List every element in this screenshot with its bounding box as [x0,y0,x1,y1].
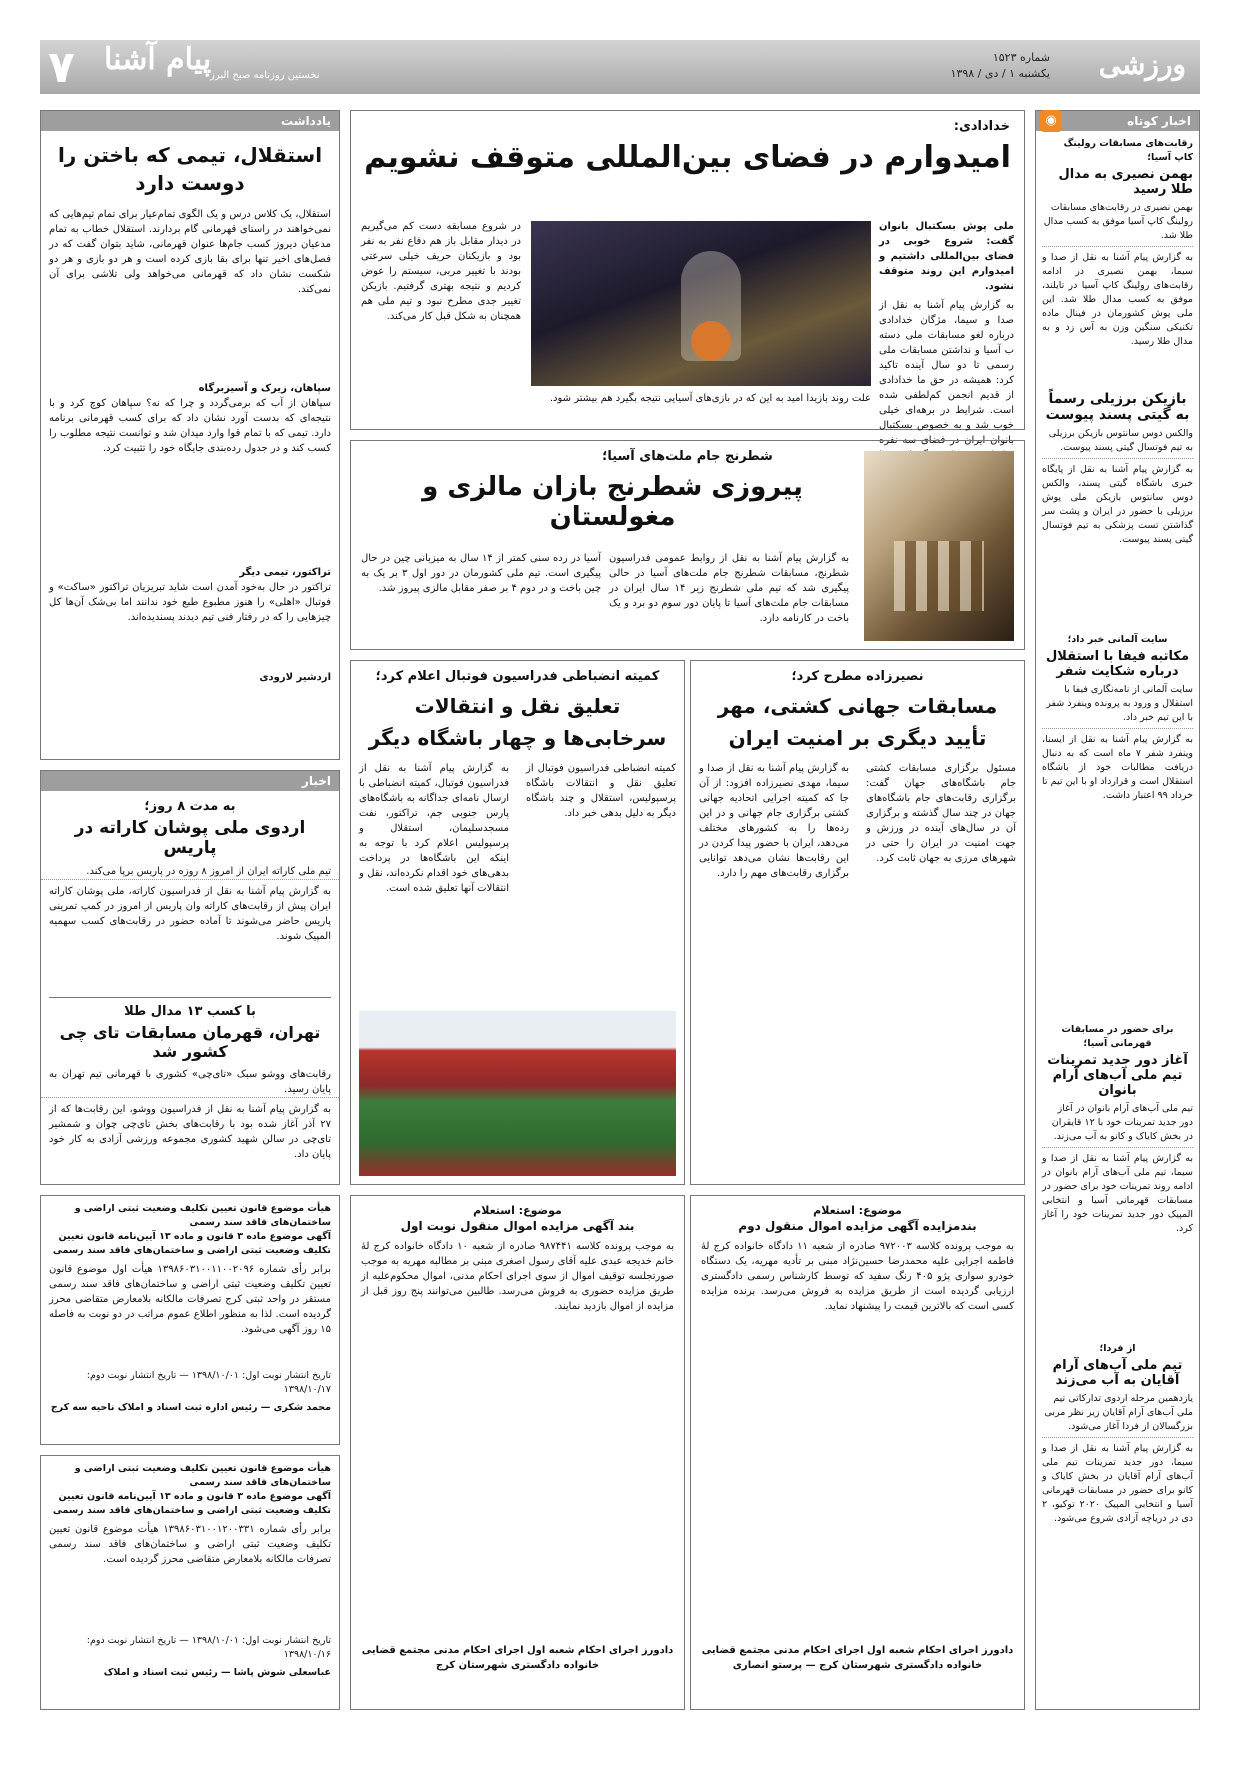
chess-photo [864,451,1014,641]
news-column [40,770,340,1185]
photo-caption: علت روند بازیدا امید به این که در بازی‌های آسیایی نتیجه بگیرد هم بیشتر شود. [549,393,871,404]
n4-lead: تیم ملی آب‌های آرام بانوان در آغاز دور جدید تمرینات خود با ۱۲ قایقران در بخش کایاک و کانو به آب می‌زند. [1042,1102,1193,1148]
news2-body: به گزارش پیام آشنا به نقل از فدراسیون ووشو، این رقابت‌ها که از ۲۷ آذر آغاز شده بود با رقابت‌های بخش تای‌چی چوان و شمشیر تای‌چی در سالن شهید کشوری مجموعه ورزشی آزادی به کار خود پایان داد. [49,1104,331,1160]
news1-lead: تیم ملی کاراته ایران از امروز ۸ روزه در پاریس برپا می‌کند. [41,864,339,880]
news1-body: به گزارش پیام آشنا به نقل از فدراسیون کاراته، ملی پوشان کاراته ایران پیش از رقابت‌های کاراته وان پاریس از امروز در کمپ تمرینی پاریس حاضر می‌شوند تا آماده حضور در رقابت‌های کسب سهمیه المپیک شوند. [49,886,331,942]
wrestling-kicker: نصیرزاده مطرح کرد؛ [791,669,924,684]
newspaper-tagline: نخستین روزنامه صبح البرز [210,70,320,81]
registry-ad-2 [40,1455,340,1710]
news-header-label: اخبار [301,774,331,788]
n4-title: آغاز دور جدید تمرینات تیم ملی آب‌های آرام بانوان [1047,1053,1188,1098]
news2-lead: رقابت‌های ووشو سبک «تای‌چی» کشوری با قهرمانی تیم تهران به پایان رسید. [41,1067,339,1098]
a2-subtitle: آگهی موضوع ماده ۳ قانون و ماده ۱۳ آیین‌نامه قانون تعیین تکلیف وضعیت ثبتی اراضی و ساختمان‌های فاقد سند رسمی [52,1491,331,1516]
rss-icon[interactable]: ◉ [1040,110,1062,132]
chess-body-2: آسیا در رده سنی کمتر از ۱۴ سال به میزبانی چین در حال پیگیری است. تیم ملی کشورمان در دور اول ۳ بر یک به چین باخت و در دوم ۴ بر صفر مقابل مالزی پیروز شد. [361,553,602,594]
football-title: تعلیق نقل و انتقالات سرخابی‌ها و چهار باشگاه دیگر [368,694,667,750]
n1-title: بهمن نصیری به مدال طلا رسید [1058,167,1193,197]
c-sign: دادورز اجرای احکام شعبه اول اجرای احکام مدنی مجتمع قضایی خانواده دادگستری شهرستان کرج — پرستو انصاری [701,1645,1014,1671]
n4-kicker: برای حضور در مسابقات قهرمانی آسیا؛ [1061,1024,1174,1049]
n3-lead: سایت آلمانی از نامه‌نگاری فیفا با استقلال و ورود به پرونده وینفرد شفر با این تیم خبر داد. [1042,683,1193,729]
a2-body: برابر رأی شماره ۱۳۹۸۶۰۳۱۰۰۱۲۰۰۳۳۱ هیأت موضوع قانون تعیین تکلیف وضعیت ثبتی اراضی و ساختمان‌های فاقد سند رسمی تصرفات مالکانه بلامعارض متقاضی محرز گردیده است. [49,1524,331,1565]
n1-lead: بهمن نصیری در رقابت‌های مسابقات رولینگ کاپ آسیا موفق به کسب مدال طلا شد. [1042,201,1193,247]
c-body: به موجب پرونده کلاسه ۹۷۲۰۰۳ صادره از شعبه ۱۱ دادگاه خانواده کرج لهٔ فاطمه اجرایی علیه محمدرضا حسین‌نژاد مبنی بر تأدیه مهریه، یک دستگاه خودرو سواری پژو ۴۰۵ رنگ سفید که توسط کارشناس رسمی دادگستری ارزیابی گردیده است از طریق مزایده به فروش می‌رسد. برنده مزایده کسی است که بالاترین قیمت را پیشنهاد نماید. [701,1241,1014,1312]
main-body-col2: در شروع مسابقه دست کم می‌گیریم در دیدار مقابل باز هم دفاع نفر به نفر بود و بازیکنان حریف خیلی سرعتی بودند با تغییر مربی، سیستم را عوض کردیم و نتیجه بهتری گرفتیم. بازیکن تغییر جدی مطرح نبود و تیم ملی هم همچنان به شکل قبل کار می‌کند. [361,221,521,322]
chess-story [350,440,1025,650]
short-news-column [1035,110,1200,1710]
b-kicker: موضوع: استعلام [473,1204,562,1217]
note-para3: تراکتور در حال به‌خود آمدن است شاید تبریزیان تراکتور «ساکت» و فوتبال «اهلی» را هنوز مطبوع طبع خود ندانند اما بی‌شک آن‌ها کل چیزهایی را که در رفتار فنی تیم دیدند پسندیده‌اند. [49,582,331,623]
b-title: بند آگهی مزایده اموال منقول نوبت اول [400,1219,635,1233]
n5-lead: یازدهمین مرحله اردوی تدارکاتی تیم ملی آب‌های آرام آقایان زیر نظر مربی بزرگسالان از فردا آغاز می‌شود. [1042,1392,1193,1438]
wrestling-body: مسئول برگزاری مسابقات کشتی جام باشگاه‌های جهان گفت: برگزاری رقابت‌های جام باشگاه‌های جهان در چند سال گذشته و برگزاری آن در سال‌های آینده در ورزش و جهت امنیت در ایران را حتی در شهرهای مرزی به جهان ثابت کرد. [866,763,1016,864]
a2-sign: عباسعلی شوش پاشا — رئیس ثبت اسناد و املاک [103,1667,331,1678]
n3-body: به گزارش پیام آشنا به نقل از ایسنا، وینفرد شفر ۷ ماه است که به دنبال دریافت مطالبات خود از باشگاه استقلال است و قرارداد او با این تیم تا خرداد ۹۹ اعتبار داشت. [1042,734,1193,801]
a1-body: برابر رأی شماره ۱۳۹۸۶۰۳۱۰۰۱۱۰۰۲۰۹۶ هیأت اول موضوع قانون تعیین تکلیف وضعیت ثبتی اراضی و ساختمان‌های فاقد سند رسمی مستقر در واحد ثبتی کرج تصرفات مالکانه بلامعارض متقاضی محرز گردیده است. لذا به منظور اطلاع عموم مراتب در دو نوبت به فاصله ۱۵ روز آگهی می‌شود. [49,1264,331,1335]
n4-body: به گزارش پیام آشنا به نقل از صدا و سیما، تیم ملی آب‌های آرام بانوان در ادامه روند تمرینات خود برای حضور در مسابقات قهرمانی آسیا و انتخابی المپیک دور جدید تمرینات خود را آغاز کرد. [1042,1153,1193,1234]
n2-lead: والکس دوس سانتوس بازیکن برزیلی به تیم فوتسال گیتی پسند پیوست. [1042,427,1193,459]
wrestling-story [690,660,1025,1185]
chess-body: به گزارش پیام آشنا به نقل از روابط عمومی فدراسیون شطرنج، مسابقات شطرنج جام ملت‌های آسیا در حالی پیگیری شد که تیم ملی شطرنج زیر ۱۴ سال ایران در مسابقات جام ملت‌های آسیا تا پایان دور سوم دو برد و یک باخت در کارنامه دارد. [609,553,849,624]
chess-kicker: شطرنج جام ملت‌های آسیا؛ [602,449,773,464]
news1-title: اردوی ملی پوشان کاراته در پاریس [74,818,306,858]
a1-dates: تاریخ انتشار نوبت اول: ۱۳۹۸/۱۰/۰۱ — تاریخ انتشار نوبت دوم: ۱۳۹۸/۱۰/۱۷ [86,1370,331,1395]
issue-number: شماره ۱۵۲۳ [992,51,1050,64]
n3-title: مکاتبه فیفا با استقلال درباره شکایت شفر [1045,649,1189,679]
b-sign: دادورز اجرای احکام شعبه اول اجرای احکام مدنی مجتمع قضایی خانواده دادگستری شهرستان کرج [361,1645,674,1671]
main-body: به گزارش پیام آشنا به نقل از صدا و سیما، مژگان خدادادی درباره لغو مسابقات ملی دسته ب آسیا و نداشتن مسابقات ملی رسمی تا دو سال آینده تاکید کرد: همیشه در حق ما خدادادی از قدیم انجمن کم‌لطفی شده است. شرایط در برهه‌ای خیلی خوب شد و به خصوص بسکتبال بانوان ایران در فضای سه نفره [879,300,1014,446]
note-header [41,111,339,131]
stadium-photo [359,1011,676,1176]
n5-kicker: از فردا؛ [1099,1343,1136,1354]
n1-kicker: رقابت‌های مسابقات رولینگ کاپ آسیا؛ [1063,138,1193,163]
football-kicker: کمیته انضباطی فدراسیون فوتبال اعلام کرد؛ [375,669,660,684]
n1-body: به گزارش پیام آشنا به نقل از صدا و سیما، بهمن نصیری در ادامه رقابت‌های رولینگ کاپ آسیا در تایلند، موفق به کسب مدال طلا شد. این ملی پوش کشورمان در فینال ماده تکنیکی سنگین وزن به آس زد و به مدال طلا رسید. [1042,252,1193,347]
note-author: اردشیر لارودی [259,672,331,683]
football-body: کمیته انضباطی فدراسیون فوتبال از تعلیق نقل و انتقالات باشگاه پرسپولیس، استقلال و چند باشگاه دیگر به دلیل بدهی خبر داد. [526,763,676,819]
issue-info [951,50,1050,82]
n2-title: بازیکن برزیلی رسماً به گیتی پسند پیوست [1045,391,1190,423]
football-story [350,660,685,1185]
football-body-2: به گزارش پیام آشنا به نقل از فدراسیون فوتبال، کمیته انضباطی با ارسال نامه‌ای جداگانه به باشگاه‌های پارس جنوبی جم، تراکتور، نفت مسجدسلیمان، استقلال و پرسپولیس اعلام کرد با توجه به اینکه این باشگاه‌ها در پرداخت بدهی‌های خود اقدام نکرده‌اند، نقل و انتقالات آنها تعلیق شده است. [359,763,509,894]
c-kicker: موضوع: استعلام [813,1204,902,1217]
news1-kicker: به مدت ۸ روز؛ [144,799,236,814]
c-title: بندمزایده آگهی مزایده اموال منقول دوم [738,1219,977,1233]
a1-sign: محمد شکری — رئیس اداره ثبت اسناد و املاک ناحیه سه کرج [50,1402,331,1413]
note-header-label: یادداشت [281,114,331,128]
news2-kicker: با کسب ۱۳ مدال طلا [124,1004,256,1019]
b-body: به موجب پرونده کلاسه ۹۸۷۴۴۱ صادره از شعبه ۱۰ دادگاه خانواده کرج لهٔ خانم خدیجه عبدی علیه آقای رسول اصغری مبنی بر مطالبه مهریه به موجب صورتجلسه توقیف اموال از سوی اجرای احکام مدنی، اموال محکوم‌علیه از طریق مزایده حضوری به فروش می‌رسد. طالبین می‌توانند پنج روز قبل از مزایده از اموال بازدید نمایند. [361,1241,674,1312]
n3-kicker: سایت آلمانی خبر داد؛ [1067,634,1168,645]
auction-ad-2 [690,1195,1025,1710]
issue-date: یکشنبه ۱ / دی / ۱۳۹۸ [950,67,1050,80]
a1-title: هیأت موضوع قانون تعیین تکلیف وضعیت ثبتی اراضی و ساختمان‌های فاقد سند رسمی [74,1203,331,1228]
main-title: امیدوارم در فضای بین‌المللی متوقف نشویم [364,140,1011,175]
section-title: ورزشی [1098,48,1186,81]
n2-body: به گزارش پیام آشنا به نقل از پایگاه خبری باشگاه گیتی پسند، والکس دوس سانتوس بازیکن ملی پوش برزیلی با حضور در ایران و پشت سر گذاشتن تست پزشکی به تیم فوتسال گیتی پسند پیوست. [1042,464,1193,545]
main-body-col1 [879,219,1014,446]
newspaper-logo: پیام آشنا [104,42,212,77]
chess-title: پیروزی شطرنج بازان مالزی و مغولستان [422,472,803,532]
note-sub1: سپاهان، زیرک و آسیزبرگاه [198,383,331,394]
a2-dates: تاریخ انتشار نوبت اول: ۱۳۹۸/۱۰/۰۱ — تاریخ انتشار نوبت دوم: ۱۳۹۸/۱۰/۱۶ [86,1635,331,1660]
auction-ad-1 [350,1195,685,1710]
main-kicker: خدادادی: [953,119,1010,134]
n5-body: به گزارش پیام آشنا به نقل از صدا و سیما، دور جدید تمرینات تیم ملی آب‌های آرام آقایان در بخش کایاک و کانو برای حضور در مسابقات قهرمانی آسیا و انتخابی المپیک ۲۰۲۰ توکیو، ۲ دی در دریاچه آزادی شروع می‌شود. [1042,1443,1193,1524]
wrestling-title: مسابقات جهانی کشتی، مهر تأیید دیگری بر امنیت ایران [717,694,998,750]
registry-ad-1 [40,1195,340,1445]
note-column [40,110,340,760]
n5-title: تیم ملی آب‌های آرام آقایان به آب می‌زند [1052,1358,1183,1388]
main-story [350,110,1025,446]
short-news-header-label: اخبار کوتاه [1127,114,1191,128]
a1-subtitle: آگهی موضوع ماده ۳ قانون و ماده ۱۳ آیین‌نامه قانون تعیین تکلیف وضعیت ثبتی اراضی و ساختمان‌های فاقد سند رسمی [52,1231,331,1256]
note-title: استقلال، تیمی که باختن را دوست دارد [57,143,323,195]
basketball-photo [531,221,871,386]
news-divider [49,997,331,998]
page-number: ۷ [48,42,75,93]
note-para2: سپاهان از آب که برمی‌گردد و چرا که نه؟ سپاهان کوچ کرد و با نتیجه‌ای که بدست آورد نشان داد که برای کسب قهرمانی برنامه دارد. تیمی که با تمام قوا وارد میدان شد و توانست نتیجه مطلوب را کسب کند و در جدول رده‌بندی جایگاه خود را تثبیت کرد. [49,398,331,454]
main-lead: ملی پوش بسکتبال بانوان گفت: شروع خوبی در فضای بین‌المللی داشتیم و امیدوارم این روند متوقف نشود. [879,221,1014,292]
wrestling-body-2: به گزارش پیام آشنا به نقل از صدا و سیما، مهدی نصیرزاده افزود: از آن جا که کمیته اجرایی اتحادیه جهانی کشتی برگزاری جام جهانی و در این رده‌ها را به کشورهای مختلف می‌دهد، ایران با حضور پیدا کردن در این رقابت‌ها نشان می‌دهد توانایی برگزاری رقابت‌های مهم را دارد. [699,763,849,879]
news2-title: تهران، قهرمان مسابقات تای چی کشور شد [59,1023,321,1061]
note-para1: استقلال، یک کلاس درس و یک الگوی تمام‌عیار برای تمام تیم‌هایی که نمی‌خواهند در راستای قهرمانی گام بردارند. استقلال خطاب به تمام مدعیان دیروز کسب جام‌ها عنوان قهرمانی، شاید بتوان گفت که در فصل‌های اخیر تنها برای بقا بازی کرده است و هر دو بازی و هر دو شکست نشان داد که قهرمانی می‌خواهد ولی تلاشی برای آن نمی‌کند. [49,209,331,295]
news-header [41,771,339,791]
note-sub2: تراکتور، تیمی دیگر [239,567,331,578]
masthead [40,40,1200,94]
a2-title: هیأت موضوع قانون تعیین تکلیف وضعیت ثبتی اراضی و ساختمان‌های فاقد سند رسمی [74,1463,331,1488]
